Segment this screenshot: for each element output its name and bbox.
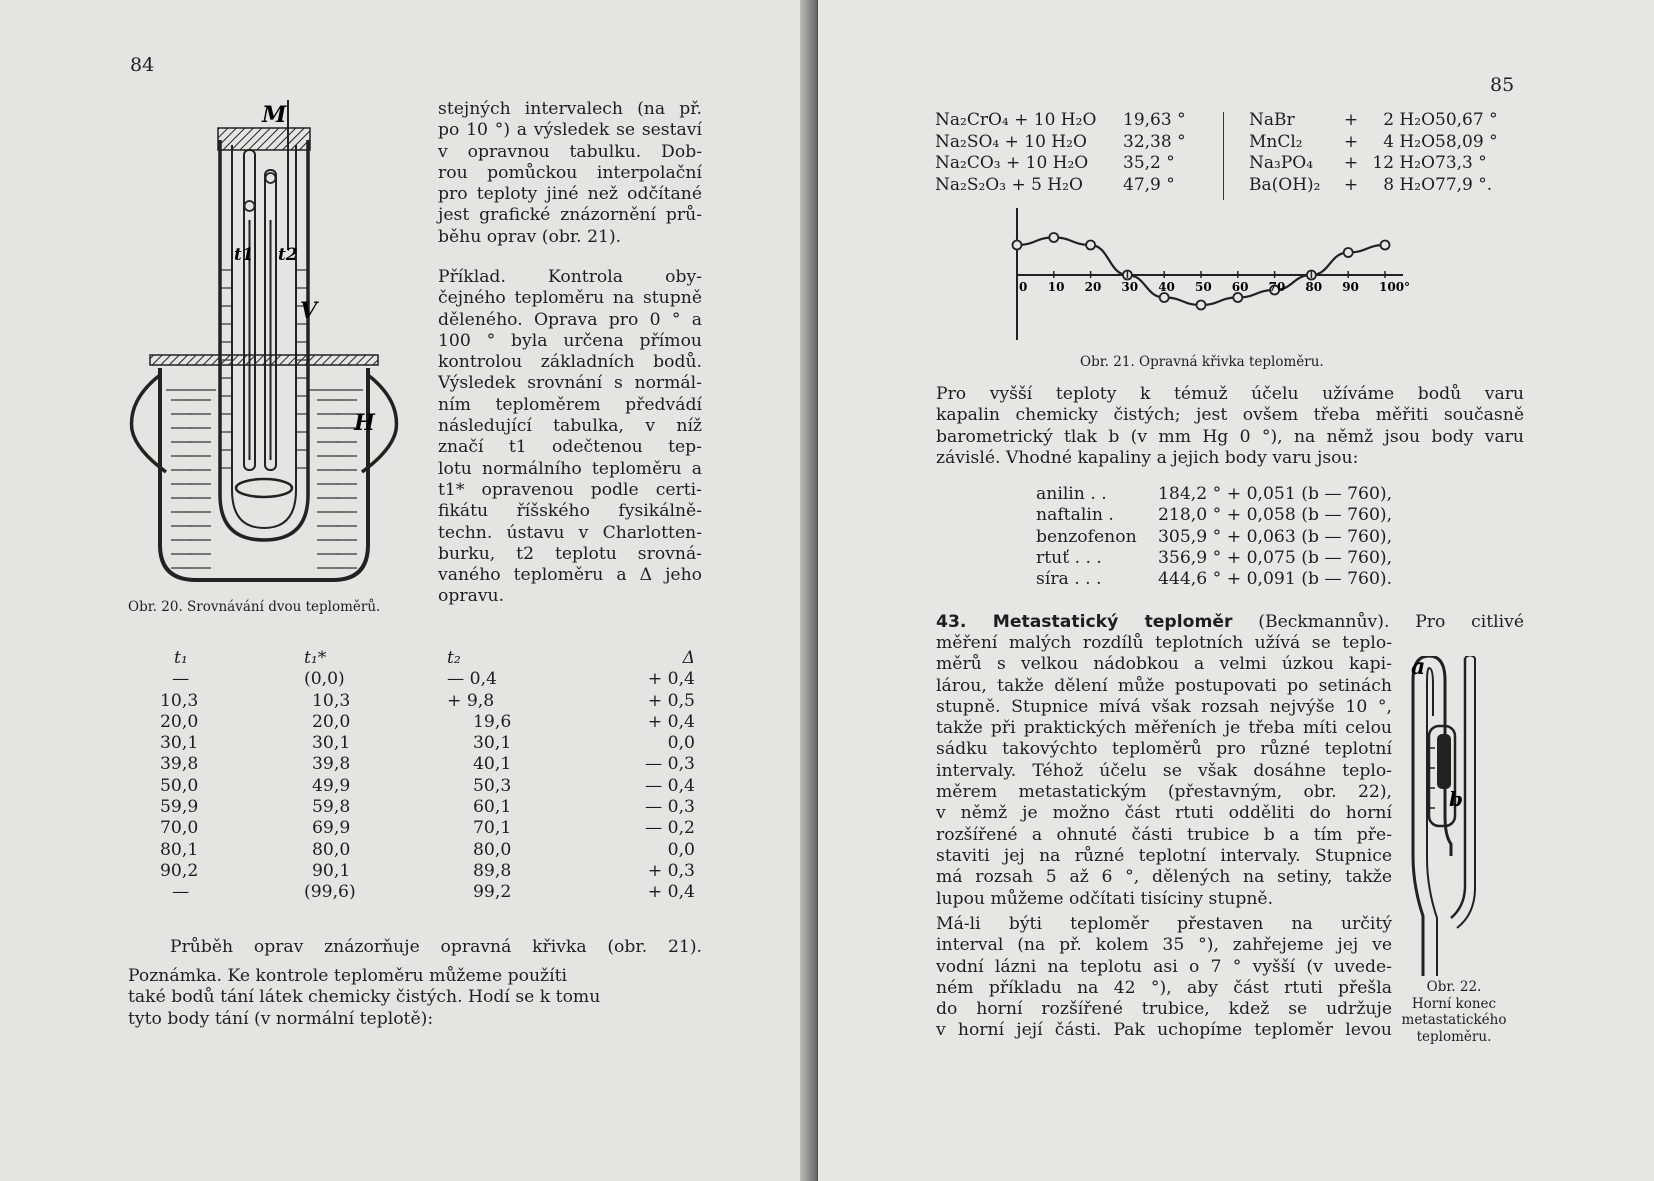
table-row (160, 712, 695, 733)
table-cell: 50,67 ° (1435, 110, 1498, 130)
table-cell: 69,9 (312, 818, 351, 839)
curve-reference: Průběh oprav znázorňuje opravná křivka (obr. 21). (170, 937, 702, 957)
table-cell: 30,1 (160, 733, 199, 754)
table-cell: 90,1 (312, 860, 351, 881)
text-line: kontrolou základních bodů. (438, 352, 702, 373)
text-line: metastatického (1401, 1012, 1507, 1028)
x-tick-label: 40 (1158, 280, 1175, 294)
x-tick-label: 70 (1268, 280, 1286, 294)
table-cell: 184,2 ° + 0,051 (b — 760), (1158, 484, 1393, 504)
text-line: Má-li býti teploměr přestaven na určitý (936, 914, 1392, 934)
text-line: kapalin chemicky čistých; jest ovšem třeba měřiti současně (936, 405, 1524, 426)
table-cell: 4 H₂O (1383, 131, 1435, 152)
table-cell: 58,09 ° (1435, 131, 1498, 152)
table-cell: 444,6 ° + 0,091 (b — 760). (1158, 569, 1393, 590)
table-row (935, 110, 1203, 132)
x-tick-label: 10 (1047, 280, 1065, 294)
table-cell: 60,1 (473, 797, 512, 818)
text-line: vaného teploměru a Δ jeho (438, 565, 702, 586)
table-cell: naftalin . (1036, 505, 1114, 526)
text-line: také bodů tání látek chemicky čistých. Hodí se k tomu (128, 987, 601, 1008)
x-tick-label: 90 (1342, 280, 1359, 294)
table-cell: — (172, 669, 190, 690)
table-cell: 90,2 (160, 860, 199, 881)
table-cell: + (1343, 174, 1359, 195)
table-cell: 49,9 (312, 775, 351, 796)
table-cell: + 0,5 (647, 690, 695, 711)
label-V: V (300, 298, 318, 324)
table-cell: 305,9 ° + 0,063 (b — 760), (1158, 526, 1393, 547)
table-cell: Na₂S₂O₃ + 5 H₂O (935, 174, 1083, 195)
label-b: b (1449, 787, 1463, 811)
text-line: ním teploměrem předvádí (438, 394, 702, 415)
section-43-paragraph (936, 633, 1392, 910)
text-line: čejného teploměru na stupně (438, 288, 702, 309)
fig21-caption: Obr. 21. Opravná křivka teploměru. (1080, 354, 1324, 370)
table-cell: 32,38 ° (1123, 131, 1186, 152)
text-line: děleného. Oprava pro 0 ° a (438, 309, 702, 330)
table-row (1036, 569, 1394, 590)
label-t1: t1 (234, 245, 254, 265)
table-cell: Na₂SO₄ + 10 H₂O (935, 131, 1087, 152)
text-line: techn. ústavu v Charlotten- (438, 522, 702, 543)
table-cell: 99,2 (473, 882, 512, 903)
text-line: závislé. Vhodné kapaliny a jejich body varu jsou: (936, 447, 1359, 468)
text-line: v němž je možno část rtuti odděliti do horní (936, 803, 1392, 824)
table-header: t₂ (447, 648, 461, 668)
text-line: následující tabulka, v níž (438, 416, 702, 437)
table-row (160, 754, 695, 775)
table-cell: 70,1 (473, 818, 512, 839)
table-cell: 19,63 ° (1123, 110, 1186, 130)
table-cell: 50,3 (473, 775, 512, 796)
text-line: lotu normálního teploměru a (438, 458, 702, 479)
text-line: rozšířené a ohnuté části trubice b a tím pře- (936, 824, 1392, 845)
table-row (160, 733, 695, 754)
table-row (1036, 548, 1394, 569)
table-cell: Na₂CO₃ + 10 H₂O (935, 153, 1089, 174)
comparison-table (160, 648, 695, 904)
table-cell: 30,1 (473, 733, 512, 754)
text-line: staviti jej na různé teplotní intervaly. Stupnice (936, 845, 1392, 866)
table-row (160, 669, 695, 690)
boiling-table (1036, 484, 1394, 590)
data-point (1344, 248, 1353, 257)
boiling-paragraph (936, 384, 1524, 469)
table-cell: 35,2 ° (1123, 153, 1175, 174)
text-line: burku, t2 teplotu srovná- (438, 543, 702, 564)
table-cell: + 0,4 (647, 882, 695, 903)
table-row (1036, 484, 1394, 505)
data-point (1086, 241, 1095, 250)
table-cell: 39,8 (160, 754, 199, 775)
text-line: t1* opravenou podle certi- (438, 479, 702, 500)
table-row (160, 797, 695, 818)
x-tick-label: 0 (1019, 280, 1028, 294)
table-cell: 12 H₂O (1372, 153, 1435, 174)
section-43-first-line: 43. Metastatický teploměr (Beckmannův). Pro citlivé (936, 612, 1524, 632)
table-cell: Ba(OH)₂ (1249, 174, 1321, 195)
label-H: H (354, 410, 375, 436)
adjustment-paragraph (936, 914, 1392, 1042)
table-cell: 10,3 (312, 690, 351, 711)
table-cell: rtuť . . . (1036, 547, 1102, 568)
table-cell: — 0,3 (645, 797, 695, 818)
page-number: 84 (130, 54, 155, 76)
table-cell: 356,9 ° + 0,075 (b — 760), (1158, 547, 1393, 568)
data-point (1233, 293, 1242, 302)
table-cell: 30,1 (312, 733, 351, 754)
table-cell: + 9,8 (447, 690, 495, 711)
table-cell: 10,3 (160, 690, 199, 711)
text-line: Obr. 22. (1426, 979, 1482, 995)
table-header: Δ (682, 648, 695, 668)
side-paragraph-1 (438, 99, 702, 248)
x-tick-label: 20 (1084, 280, 1102, 294)
label-t2: t2 (278, 245, 298, 265)
page-number: 85 (1490, 74, 1515, 96)
data-point (1013, 241, 1022, 250)
text-line: lárou, takže dělení může postupovati po setinách (936, 675, 1392, 696)
text-line: stupně. Stupnice mívá však rozsah nejvýše 10 °, (936, 696, 1392, 717)
table-cell: 89,8 (473, 860, 512, 881)
table-header: t₁ (174, 648, 188, 668)
text-line: má rozsah 5 až 6 °, dělených na setiny, takže (936, 867, 1392, 888)
text-line: opravu. (438, 586, 505, 607)
table-cell: 218,0 ° + 0,058 (b — 760), (1158, 505, 1393, 526)
table-cell: 20,0 (160, 711, 199, 732)
data-point (1197, 301, 1206, 310)
text-line: běhu oprav (obr. 21). (438, 226, 622, 247)
data-point (1381, 241, 1390, 250)
table-row (160, 776, 695, 797)
table-cell: — 0,4 (645, 775, 695, 796)
x-tick-label: 60 (1231, 280, 1249, 294)
fig21-correction-curve (1003, 200, 1423, 345)
text-line: lupou můžeme odčítati tisíciny stupně. (936, 888, 1274, 909)
table-cell: 0,0 (667, 733, 695, 754)
text-line: značí t1 odečtenou tep- (438, 437, 702, 458)
table-cell: 20,0 (312, 711, 351, 732)
thermometers (244, 100, 288, 470)
text-line: po 10 °) a výsledek se sestaví (438, 120, 702, 141)
table-cell: NaBr (1249, 110, 1295, 130)
text-line: v horní její části. Pak uchopíme teploměr levou (936, 1020, 1392, 1041)
text-line: jest grafické znázornění prů- (438, 205, 702, 226)
table-cell: 0,0 (667, 839, 695, 860)
text-line: sádku takovýchto teploměrů pro různé teplotní (936, 739, 1392, 760)
table-cell: 47,9 ° (1123, 174, 1175, 195)
text-line: tyto body tání (v normální teplotě): (128, 1008, 434, 1029)
text-line: měrů s velkou nádobkou a velmi úzkou kapi- (936, 654, 1392, 675)
hydrates-table-right (1249, 110, 1515, 196)
text-line: v opravnou tabulku. Dob- (438, 141, 702, 162)
text-line: Horní konec (1411, 995, 1497, 1012)
text-line: teploměru. (1416, 1028, 1492, 1045)
table-cell: + 0,3 (647, 860, 695, 881)
fig22-illustration (1391, 656, 1511, 976)
table-cell: — (172, 882, 190, 903)
table-cell: 80,1 (160, 839, 199, 860)
table-cell: (99,6) (304, 882, 356, 903)
table-cell: MnCl₂ (1249, 131, 1303, 152)
table-cell: Na₃PO₄ (1249, 153, 1314, 174)
table-row (935, 132, 1203, 154)
text-line: intervaly. Téhož účelu se však dosáhne teplo- (936, 760, 1392, 781)
text-line: barometrický tlak b (v mm Hg 0 °), na němž jsou body varu (936, 426, 1524, 447)
table-cell: anilin . . (1036, 484, 1107, 504)
table-row (935, 153, 1203, 175)
table-cell: + (1343, 153, 1359, 174)
table-header: t₁* (304, 648, 327, 668)
left-page (0, 0, 818, 1181)
fig20-illustration (128, 100, 413, 590)
table-cell: + (1343, 131, 1359, 152)
x-tick-label: 80 (1305, 280, 1323, 294)
table-cell: síra . . . (1036, 569, 1102, 590)
table-cell: 59,8 (312, 797, 351, 818)
table-row (1249, 175, 1515, 197)
table-cell: 59,9 (160, 797, 199, 818)
text-line: takže při praktických měřeních je třeba míti celou (936, 718, 1392, 739)
x-tick-label: 50 (1195, 280, 1212, 294)
table-row (1249, 153, 1515, 175)
note-paragraph (128, 966, 702, 1030)
table-cell: 73,3 ° (1435, 153, 1487, 174)
table-cell: 19,6 (473, 711, 512, 732)
data-point (1160, 293, 1169, 302)
text-line: Poznámka. Ke kontrole teploměru můžeme použíti (128, 966, 567, 986)
right-page (818, 0, 1654, 1181)
side-paragraph-2 (438, 267, 702, 608)
text-line: rou pomůckou interpolační (438, 162, 702, 183)
text-line: měrem metastatickým (přestavným, obr. 22), (936, 782, 1392, 803)
x-tick-label: 30 (1121, 280, 1139, 294)
text-line: ném příkladu na 42 °), aby část rtuti přešla (936, 977, 1392, 998)
label-M: M (262, 102, 287, 128)
table-row (160, 840, 695, 861)
text-line: Příklad. Kontrola oby- (438, 267, 702, 287)
table-cell: 40,1 (473, 754, 512, 775)
text-line: vodní lázni na teplotu asi o 7 ° vyšší (v uvede- (936, 956, 1392, 977)
table-cell: 50,0 (160, 775, 199, 796)
table-row (160, 818, 695, 839)
table-row (1249, 132, 1515, 154)
table-row (935, 175, 1203, 197)
table-row (1036, 505, 1394, 526)
text-line: Pro vyšší teploty k témuž účelu užíváme bodů varu (936, 384, 1524, 404)
table-cell: 80,0 (473, 839, 512, 860)
text-line: interval (na př. kolem 35 °), zahřejeme jej ve (936, 935, 1392, 956)
table-cell: 39,8 (312, 754, 351, 775)
table-cell: — 0,2 (645, 818, 695, 839)
table-cell: (0,0) (304, 669, 345, 690)
table-header-row (160, 648, 695, 669)
data-point (1049, 233, 1058, 242)
table-cell: 2 H₂O (1383, 110, 1435, 130)
table-body (160, 669, 695, 903)
fig22-caption (1384, 979, 1524, 1045)
table-cell: — 0,3 (645, 754, 695, 775)
table-row (1249, 110, 1515, 132)
section-heading: 43. Metastatický teploměr (936, 612, 1233, 632)
text-line: pro teploty jiné než odčítané (438, 184, 702, 205)
table-cell: + 0,4 (647, 711, 695, 732)
table-cell: + 0,4 (647, 669, 695, 690)
table-cell: 8 H₂O (1383, 174, 1435, 195)
fig20-caption: Obr. 20. Srovnávání dvou teploměrů. (128, 599, 381, 615)
table-cell: + (1343, 110, 1359, 130)
table-row (160, 861, 695, 882)
column-divider (1223, 112, 1224, 200)
table-cell: 77,9 °. (1435, 174, 1493, 195)
table-cell: benzofenon (1036, 526, 1137, 547)
hydrates-table-left (935, 110, 1203, 196)
text-line: Výsledek srovnání s normál- (438, 373, 702, 394)
text-line: měření malých rozdílů teplotních užívá se teplo- (936, 633, 1392, 653)
table-row (160, 882, 695, 903)
table-cell: 70,0 (160, 818, 199, 839)
text-line: 100 ° byla určena přímou (438, 330, 702, 351)
x-tick-label: 100° (1379, 280, 1411, 294)
table-row (160, 691, 695, 712)
table-cell: Na₂CrO₄ + 10 H₂O (935, 110, 1097, 130)
label-a: a (1411, 656, 1426, 680)
table-cell: 80,0 (312, 839, 351, 860)
table-row (1036, 527, 1394, 548)
text-line: do horní rozšířené trubice, kdež se udržuje (936, 999, 1392, 1020)
table-cell: — 0,4 (447, 669, 497, 690)
text-line: fikátu říšského fysikálně- (438, 501, 702, 522)
text-line: stejných intervalech (na př. (438, 99, 702, 119)
